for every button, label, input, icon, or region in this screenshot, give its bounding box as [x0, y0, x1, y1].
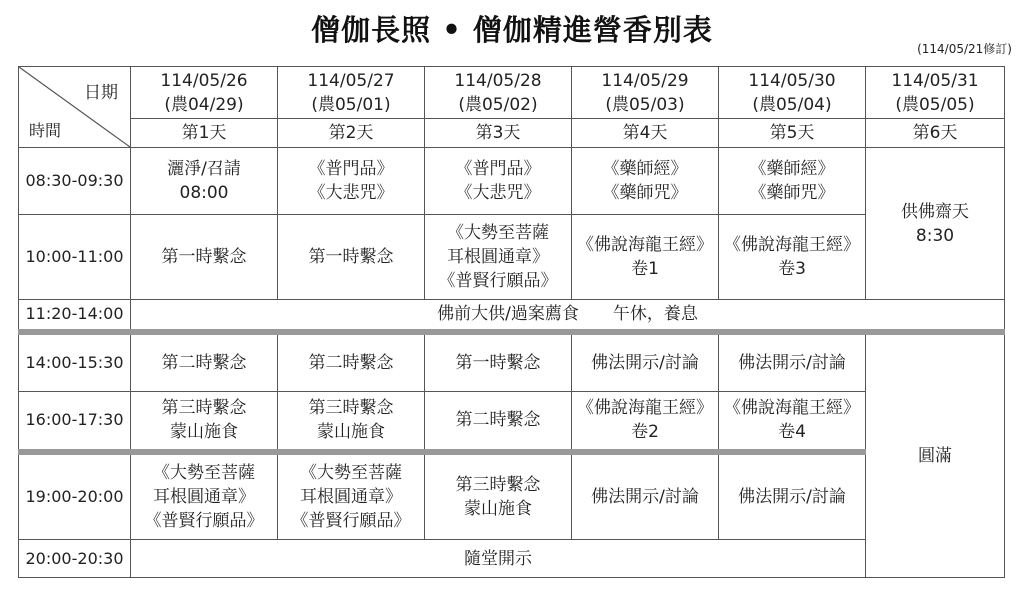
session-text-line: 《佛說海龍王經》	[577, 235, 713, 255]
session-cell	[425, 215, 572, 300]
session-text-line: 第三時繫念	[455, 474, 541, 495]
session-text-line: 第一時繫念	[308, 247, 394, 267]
session-text-line: 08:00	[179, 183, 229, 203]
day-header: 第4天	[572, 119, 719, 148]
session-text-line: 卷4	[778, 422, 806, 443]
session-text-line: 第二時繫念	[161, 352, 247, 373]
session-text-line: 卷1	[631, 259, 659, 279]
session-text-line: 《大悲咒》	[455, 183, 541, 203]
date-header-row	[19, 67, 1005, 119]
session-cell	[572, 332, 719, 392]
session-cell	[866, 148, 1005, 300]
session-cell	[278, 148, 425, 215]
session-text-line: 《普賢行願品》	[438, 271, 558, 291]
day-header: 第1天	[131, 119, 278, 148]
session-cell	[131, 148, 278, 215]
session-text-line: 《普賢行願品》	[144, 510, 264, 531]
session-cell	[131, 452, 278, 540]
day-header: 第5天	[719, 119, 866, 148]
session-text-line: 《大勢至菩薩	[447, 223, 549, 243]
session-text-line: 耳根圓通章》	[447, 247, 549, 267]
schedule-row	[19, 215, 1005, 300]
session-text-line: 耳根圓通章》	[300, 486, 402, 507]
date-header: 114/05/28 (農05/02)	[425, 67, 572, 119]
session-cell	[719, 392, 866, 452]
session-text-line: 《佛說海龍王經》	[577, 398, 713, 419]
session-text-line: 第一時繫念	[455, 352, 541, 373]
time-cell: 08:30-09:30	[19, 148, 131, 215]
revision-note: (114/05/21修訂)	[917, 42, 1012, 56]
session-text-line: 蒙山施食	[317, 422, 385, 443]
session-text-line: 圓滿	[918, 445, 952, 466]
session-cell	[278, 392, 425, 452]
time-cell: 10:00-11:00	[19, 215, 131, 300]
session-cell	[719, 215, 866, 300]
time-cell: 11:20-14:00	[19, 300, 131, 332]
session-cell	[425, 148, 572, 215]
session-cell	[719, 332, 866, 392]
session-text-line: 第三時繫念	[161, 398, 247, 419]
session-cell	[131, 215, 278, 300]
session-text-line: 佛法開示/討論	[591, 352, 699, 373]
date-header: 114/05/29 (農05/03)	[572, 67, 719, 119]
time-cell: 14:00-15:30	[19, 332, 131, 392]
page-title: 僧伽長照 • 僧伽精進營香別表	[311, 13, 713, 47]
time-cell: 19:00-20:00	[19, 452, 131, 540]
day-header: 第2天	[278, 119, 425, 148]
corner-date-label: 日期	[84, 83, 118, 103]
date-header: 114/05/26 (農04/29)	[131, 67, 278, 119]
session-cell	[572, 392, 719, 452]
session-text-line: 卷3	[778, 259, 806, 279]
session-cell	[131, 332, 278, 392]
day-header: 第6天	[866, 119, 1005, 148]
session-cell	[425, 392, 572, 452]
session-text-line: 《藥師經》	[749, 159, 835, 179]
corner-header-cell	[19, 67, 131, 148]
session-text-line: 《佛說海龍王經》	[724, 235, 860, 255]
day-header-row	[19, 119, 1005, 148]
schedule-row	[19, 300, 1005, 332]
session-cell	[719, 148, 866, 215]
session-text-line: 灑淨/召請	[167, 159, 241, 179]
session-text-line: 第二時繫念	[455, 410, 541, 431]
session-text-line: 卷2	[631, 422, 659, 443]
time-cell: 20:00-20:30	[19, 540, 131, 578]
session-cell	[425, 452, 572, 540]
session-cell	[572, 148, 719, 215]
session-text-line: 供佛齋天	[901, 201, 969, 222]
session-text-line: 《普門品》	[455, 159, 541, 179]
session-text-line: 佛法開示/討論	[738, 352, 846, 373]
session-text-line: 《大悲咒》	[308, 183, 394, 203]
date-header: 114/05/27 (農05/01)	[278, 67, 425, 119]
session-cell	[278, 332, 425, 392]
session-text-line: 蒙山施食	[170, 422, 238, 443]
schedule-row	[19, 332, 1005, 392]
session-cell	[572, 215, 719, 300]
session-text-line: 第二時繫念	[308, 352, 394, 373]
session-text-line: 《藥師咒》	[602, 183, 688, 203]
merged-session-cell: 佛前大供/過案薦食 午休，養息	[131, 300, 1005, 332]
time-cell: 16:00-17:30	[19, 392, 131, 452]
session-text-line: 《普門品》	[308, 159, 394, 179]
schedule-row	[19, 148, 1005, 215]
session-text-line: 佛法開示/討論	[591, 486, 699, 507]
session-text-line: 《普賢行願品》	[291, 510, 411, 531]
session-text-line: 《藥師經》	[602, 159, 688, 179]
date-header: 114/05/30 (農05/04)	[719, 67, 866, 119]
session-cell	[278, 215, 425, 300]
schedule-row	[19, 452, 1005, 540]
session-text-line: 《大勢至菩薩	[153, 462, 255, 483]
date-header: 114/05/31 (農05/05)	[866, 67, 1005, 119]
session-text-line: 佛法開示/討論	[738, 486, 846, 507]
session-text-line: 《大勢至菩薩	[300, 462, 402, 483]
schedule-row	[19, 392, 1005, 452]
day-header: 第3天	[425, 119, 572, 148]
session-cell	[719, 452, 866, 540]
schedule-row	[19, 540, 1005, 578]
session-text-line: 第一時繫念	[161, 247, 247, 267]
session-text-line: 蒙山施食	[464, 498, 532, 519]
session-text-line: 耳根圓通章》	[153, 486, 255, 507]
session-text-line: 第三時繫念	[308, 398, 394, 419]
session-cell	[425, 332, 572, 392]
schedule-table	[18, 66, 1005, 578]
session-cell	[572, 452, 719, 540]
session-cell	[866, 332, 1005, 578]
corner-time-label: 時間	[29, 121, 62, 140]
session-cell	[278, 452, 425, 540]
session-text-line: 《佛說海龍王經》	[724, 398, 860, 419]
session-text-line: 《藥師咒》	[749, 183, 835, 203]
session-text-line: 8:30	[915, 225, 955, 246]
merged-session-cell: 隨堂開示	[131, 540, 866, 578]
session-cell	[131, 392, 278, 452]
